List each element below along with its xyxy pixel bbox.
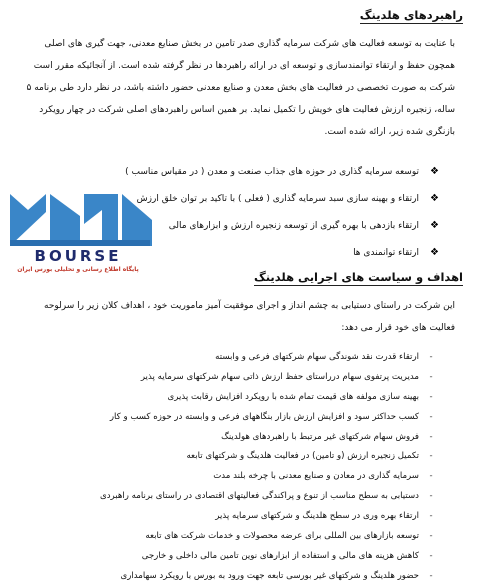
dash-icon: - (429, 391, 433, 402)
list-item: ❖توسعه سرمایه گذاری در حوزه های جذاب صنعت و معدن ( در مقیاس مناسب ) (59, 160, 439, 187)
diamond-bullet-icon: ❖ (430, 247, 439, 258)
diamond-bullet-icon: ❖ (430, 220, 439, 231)
dash-icon: - (429, 570, 433, 581)
dash-icon: - (429, 531, 433, 542)
dash-icon: - (429, 352, 433, 362)
paragraph-line: شرکت به صورت تخصصی در فعالیت های بخش معدن و صنایع معدنی حضور داشته باشد، در نظر دارد طی برنامه ۵ (26, 83, 455, 93)
dash-icon: - (429, 371, 433, 382)
list-item: -مدیریت پرتفوی سهام درراستای حفظ ارزش ذاتی سهام شرکتهای سرمایه پذیر (17, 368, 437, 388)
watermark-name: BOURSE (34, 247, 122, 265)
dash-icon: - (429, 451, 433, 462)
list-item: -دستیابی به سطح مناسب از تنوع و پراکندگی فعالیتهای اقتصادی در راستای برنامه راهبردی (17, 487, 437, 507)
paragraph-line: همچون حفظ و ارتقاء توانمندسازی و توسعه ای در ارائه راهبردها در نظر گرفته شده است. از آنجائیکه مقرر است (33, 61, 455, 71)
paragraph-line: این شرکت در راستای دستیابی به چشم انداز و اجرای موفقیت آمیز ماموریت خود ، اهداف کلان زیر را سرلوحه (44, 301, 455, 311)
dash-icon: - (429, 511, 433, 522)
list-item: -ارتقاء قدرت نقد شوندگی سهام شرکتهای فرعی و وابسته (17, 348, 437, 368)
list-item: ❖ارتقاء بازدهی با بهره گیری از توسعه زنجیره ارزش و ابزارهای مالی (59, 214, 439, 241)
list-item: -توسعه بازارهای بین المللی برای عرضه محصولات و خدمات شرکت های تابعه (17, 527, 437, 547)
list-item: -حضور هلدینگ و شرکتهای غیر بورسی تابعه جهت ورود به بورس با رویکرد سهامداری (17, 567, 437, 587)
goals-list (17, 348, 437, 587)
strategies-paragraph (26, 33, 455, 143)
watermark-tagline: پایگاه اطلاع رسانی و تحلیلی بورس ایران (17, 266, 139, 273)
heading-goals: اهداف و سیاست های اجرایی هلدینگ (253, 270, 463, 284)
diamond-bullet-icon: ❖ (430, 193, 439, 204)
list-item: -تکمیل زنجیره ارزش (و تامین) در فعالیت هلدینگ و شرکتهای تابعه (17, 447, 437, 467)
list-item: ❖ارتقاء توانمندی ها (59, 241, 439, 268)
dash-icon: - (429, 491, 433, 502)
paragraph-line: بازنگری شده زیر، ارائه شده است. (324, 127, 455, 137)
dash-icon: - (429, 411, 433, 422)
goals-intro (35, 295, 455, 339)
list-item: ❖ارتقاء و بهینه سازی سبد سرمایه گذاری ( فعلی ) با تاکید بر توان خلق ارزش (59, 187, 439, 214)
list-item: -سرمایه گذاری در معادن و صنایع معدنی با چرخه بلند مدت (17, 467, 437, 487)
dash-icon: - (429, 550, 433, 561)
heading-strategies: راهبردهای هلدینگ (359, 8, 463, 22)
list-item: -کاهش هزینه های مالی و استفاده از ابزارهای نوین تامین مالی داخلی و خارجی (17, 547, 437, 567)
paragraph-line: ساله، زنجیره ارزش فعالیت های خویش را تکمیل نماید. بر همین اساس راهبردهای اصلی شرکت در چهار رویکرد (39, 105, 455, 115)
paragraph-line: فعالیت های خود قرار می دهد: (341, 323, 455, 333)
list-item: -کسب حداکثر سود و افزایش ارزش بازار بنگاههای فرعی و وابسته در حوزه کسب و کار (17, 408, 437, 428)
list-item: -بهینه سازی مولفه های قیمت تمام شده با رویکرد افزایش رقابت پذیری (17, 388, 437, 408)
dash-icon: - (429, 431, 433, 442)
list-item: -فروش سهام شرکتهای غیر مرتبط با راهبردهای هولدینگ (17, 428, 437, 448)
dash-icon: - (429, 471, 433, 482)
list-item: -ارتقاء بهره وری در سطح هلدینگ و شرکتهای سرمایه پذیر (17, 507, 437, 527)
diamond-bullet-icon: ❖ (430, 166, 439, 177)
paragraph-line: با عنایت به توسعه فعالیت های شرکت سرمایه گذاری صدر تامین در بخش صنایع معدنی، جهت گیری های اصلی (44, 39, 455, 49)
